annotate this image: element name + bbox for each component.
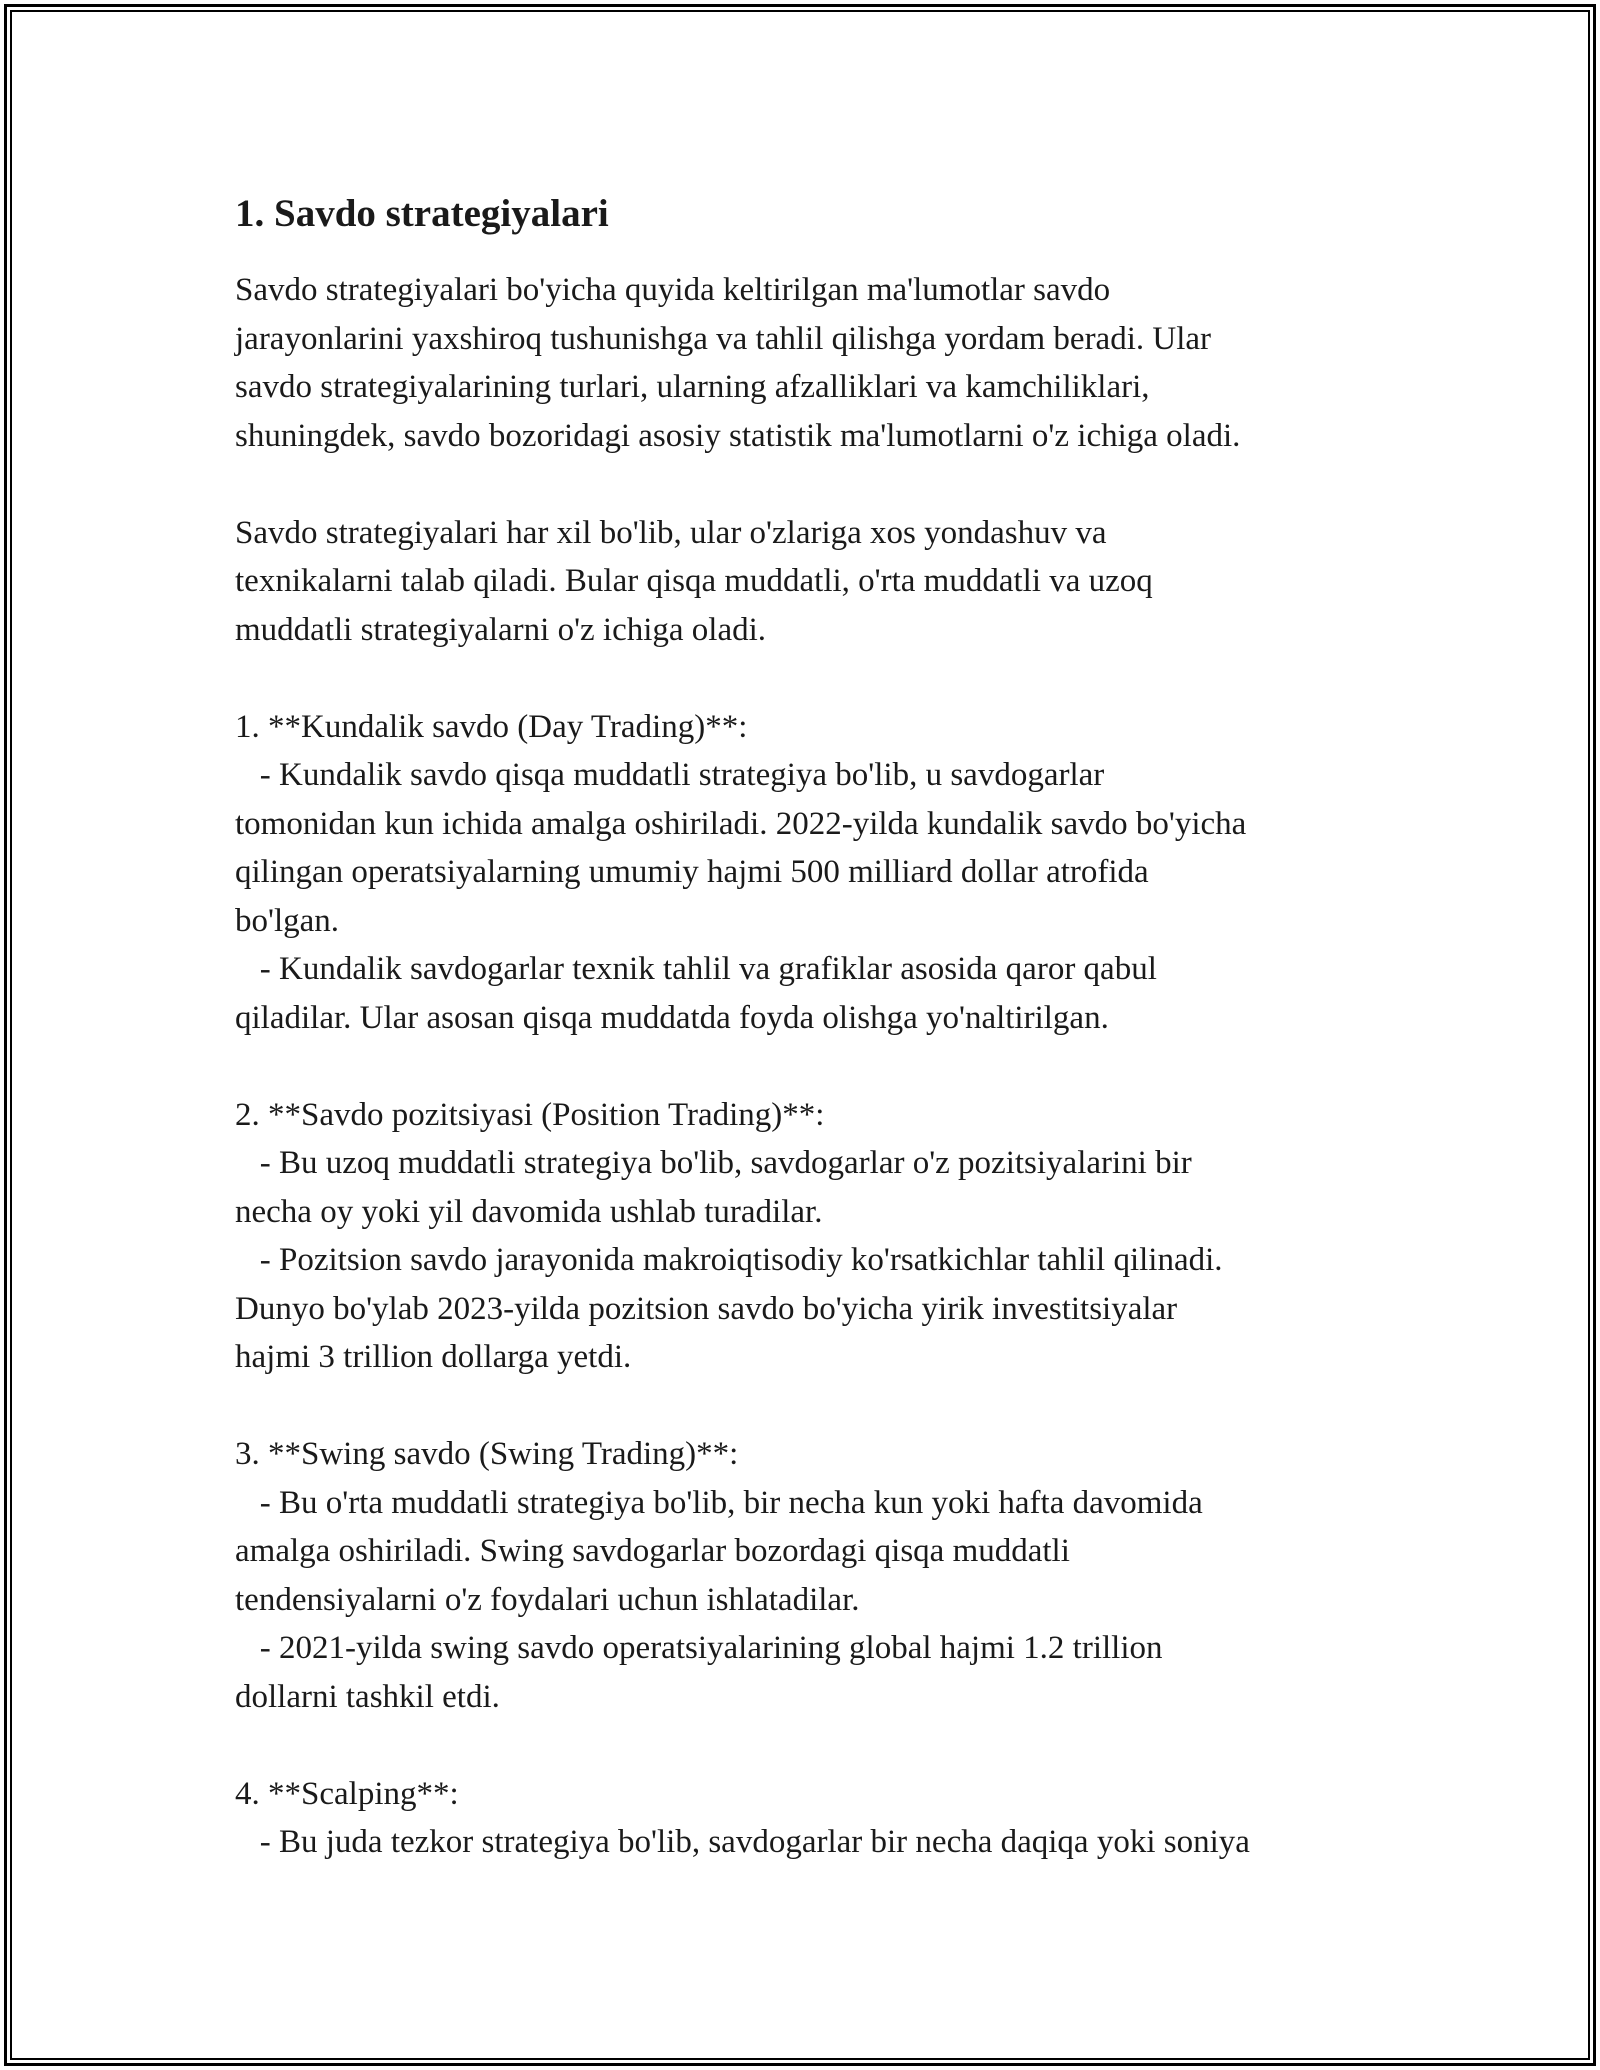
document-page — [235, 188, 1415, 1867]
section-heading: 1. Savdo strategiyalari — [235, 192, 609, 235]
document-body-text: Savdo strategiyalari bo'yicha quyida keltirilgan ma'lumotlar savdo jarayonlarini yaxshiroq tushunishga va tahlil qilishga yordam beradi. Ular savdo strategiyalarining turlari, ularning afzalliklari va kamchiliklari, shuningdek, savdo bozoridagi asosiy statistik ma'lumotlarni o'z ichiga oladi. Savdo strategiyalari har xil bo'lib, ular o'zlariga xos yondashuv va texnikalarni talab qiladi. Bular qisqa muddatli, o'rta muddatli va uzoq muddatli strategiyalarni o'z ichiga oladi. 1. **Kundalik savdo (Day Trading)**: - Kundalik savdo qisqa muddatli strategiya bo'lib, u savdogarlar tomonidan kun ichida amalga oshiriladi. 2022-yilda kundalik savdo bo'yicha qilingan operatsiyalarning umumiy hajmi 500 milliard dollar atrofida bo'lgan. - Kundalik savdogarlar texnik tahlil va grafiklar asosida qaror qabul qiladilar. Ular asosan qisqa muddatda foyda olishga yo'naltirilgan. 2. **Savdo pozitsiyasi (Position Trading)**: - Bu uzoq muddatli strategiya bo'lib, savdogarlar o'z pozitsiyalarini bir necha oy yoki yil davomida ushlab turadilar. - Pozitsion savdo jarayonida makroiqtisodiy ko'rsatkichlar tahlil qilinadi. Dunyo bo'ylab 2023-yilda pozitsion savdo bo'yicha yirik investitsiyalar hajmi 3 trillion dollarga yetdi. 3. **Swing savdo (Swing Trading)**: - Bu o'rta muddatli strategiya bo'lib, bir necha kun yoki hafta davomida amalga oshiriladi. Swing savdogarlar bozordagi qisqa muddatli tendensiyalarni o'z foydalari uchun ishlatadilar. - 2021-yilda swing savdo operatsiyalarining global hajmi 1.2 trillion dollarni tashkil etdi. 4. **Scalping**: - Bu juda tezkor strategiya bo'lib, savdogarlar bir necha daqiqa yoki soniya — [235, 272, 1250, 1860]
